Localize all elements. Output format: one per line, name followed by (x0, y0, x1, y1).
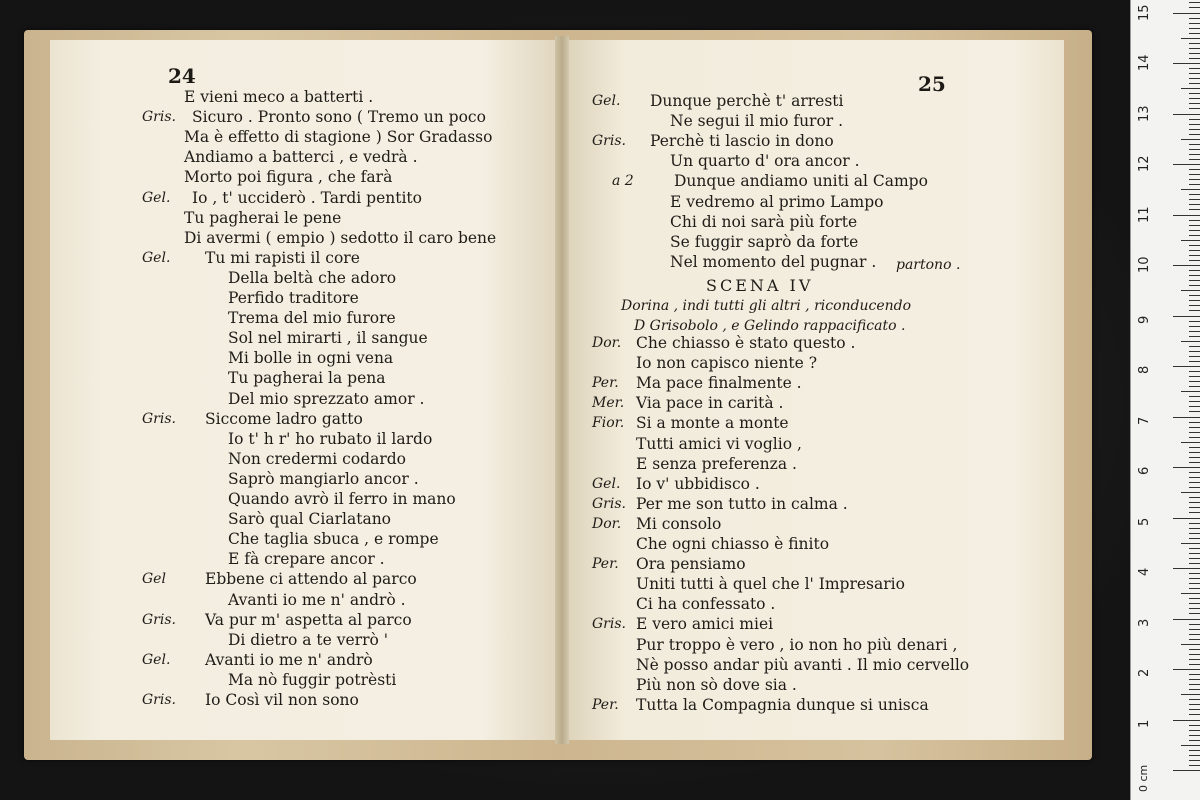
ruler-tick (1189, 381, 1200, 382)
ruler-tick (1189, 634, 1200, 635)
ruler-tick (1189, 371, 1200, 372)
ruler-number: 11 (1137, 205, 1152, 223)
ruler-tick (1189, 624, 1200, 625)
ruler-tick (1181, 694, 1200, 695)
ruler-tick (1189, 714, 1200, 715)
ruler-number: 14 (1137, 54, 1152, 71)
speaker-label: Dor. (592, 335, 622, 351)
speaker-label: Fior. (592, 415, 625, 432)
ruler-tick (1189, 159, 1200, 160)
text-line: Di dietro a te verrò ' (228, 630, 389, 649)
text-line: Via pace in carità . (636, 394, 784, 413)
ruler-tick (1189, 108, 1200, 109)
text-line: Sol nel mirarti , il sangue (228, 329, 428, 348)
ruler-tick (1189, 124, 1200, 125)
ruler-tick (1189, 199, 1200, 200)
ruler-tick (1189, 260, 1200, 261)
text-line: Io non capisco niente ? (636, 354, 818, 373)
ruler-tick (1189, 523, 1200, 524)
ruler-tick (1189, 452, 1200, 453)
ruler-tick (1189, 53, 1200, 54)
text-line: E vero amici miei (636, 615, 774, 634)
text-line: Siccome ladro gatto (205, 409, 363, 428)
speaker-label: Per. (592, 556, 619, 573)
text-line: Chi di noi sarà più forte (670, 212, 858, 231)
text-line: Uniti tutti à quel che l' Impresario (636, 575, 905, 594)
speaker-label: Gris. (142, 611, 176, 628)
ruler-tick (1189, 134, 1200, 135)
ruler-tick (1189, 598, 1200, 599)
ruler-tick (1173, 417, 1200, 418)
text-line: Ora pensiamo (636, 555, 746, 574)
ruler-tick (1189, 2, 1200, 3)
text-line: Tutta la Compagnia dunque si unisca (636, 695, 929, 714)
ruler-tick (1189, 194, 1200, 195)
ruler-tick (1189, 735, 1200, 736)
ruler-tick (1189, 482, 1200, 483)
text-line: Tu mi rapisti il core (205, 248, 360, 267)
ruler-tick (1173, 619, 1200, 620)
text-line: Tu pagherai le pene (184, 208, 342, 227)
ruler-tick (1181, 391, 1200, 392)
ruler-tick (1181, 240, 1200, 241)
ruler-tick (1181, 88, 1200, 89)
text-line: Ci ha confessato . (636, 595, 776, 614)
ruler-tick (1189, 48, 1200, 49)
ruler-tick (1189, 760, 1200, 761)
ruler-tick (1181, 290, 1200, 291)
text-line: Io , t' ucciderò . Tardi pentito (192, 188, 422, 207)
ruler-number: 4 (1137, 567, 1152, 576)
ruler-tick (1189, 119, 1200, 120)
speaker-label: Per. (592, 696, 619, 713)
ruler-tick (1173, 164, 1200, 165)
ruler-tick (1189, 755, 1200, 756)
ruler-tick (1189, 502, 1200, 503)
text-line: Dunque perchè t' arresti (650, 92, 844, 110)
ruler-tick (1189, 629, 1200, 630)
ruler-tick (1189, 679, 1200, 680)
text-line: Saprò mangiarlo ancor . (228, 469, 419, 488)
ruler-tick (1189, 659, 1200, 660)
text-line: Se fuggir saprò da forte (670, 232, 859, 251)
text-line: Avanti io me n' andrò (205, 650, 373, 669)
right-page (566, 40, 1064, 740)
ruler-tick (1189, 58, 1200, 59)
ruler-tick (1173, 568, 1200, 569)
ruler-tick (1189, 18, 1200, 19)
speaker-label: Gris. (592, 616, 626, 633)
ruler-number: 3 (1137, 618, 1152, 627)
ruler-tick (1173, 770, 1200, 771)
ruler-number: 8 (1137, 365, 1152, 374)
text-line: Della beltà che adoro (228, 268, 397, 287)
ruler-tick (1189, 386, 1200, 387)
speaker-label: Gel. (592, 93, 621, 109)
ruler-tick (1189, 245, 1200, 246)
text-line: Nè posso andar più avanti . Il mio cervello (636, 655, 970, 674)
ruler-tick (1181, 644, 1200, 645)
speaker-label: a 2 (612, 173, 634, 190)
ruler-tick (1189, 583, 1200, 584)
speaker-label: Gel. (142, 651, 171, 668)
ruler-tick (1189, 462, 1200, 463)
text-line: Ma pace finalmente . (636, 374, 802, 393)
ruler-tick (1189, 73, 1200, 74)
ruler-tick (1189, 250, 1200, 251)
ruler-tick (1173, 13, 1200, 14)
text-line: Per me son tutto in calma . (636, 494, 848, 513)
text-line: Che chiasso è stato questo . (636, 334, 856, 352)
ruler-tick (1181, 38, 1200, 39)
ruler-tick (1189, 401, 1200, 402)
ruler-tick (1189, 295, 1200, 296)
ruler-tick (1189, 326, 1200, 327)
ruler-tick (1173, 366, 1200, 367)
text-line: Non credermi codardo (228, 449, 406, 468)
ruler-tick (1189, 603, 1200, 604)
text-line: Più non sò dove sia . (636, 675, 797, 694)
ruler-tick (1189, 396, 1200, 397)
text-line: Io t' h r' ho rubato il lardo (228, 429, 433, 448)
ruler-tick (1189, 447, 1200, 448)
ruler-tick (1189, 83, 1200, 84)
ruler-tick (1189, 730, 1200, 731)
ruler-tick (1189, 204, 1200, 205)
ruler-tick (1189, 654, 1200, 655)
text-line: Perchè ti lascio in dono (650, 132, 834, 151)
ruler-tick (1181, 341, 1200, 342)
ruler-tick (1189, 255, 1200, 256)
ruler-tick (1189, 507, 1200, 508)
ruler-tick (1189, 305, 1200, 306)
stage-direction: D Grisobolo , e Gelindo rappacificato . (634, 318, 906, 334)
ruler-tick (1189, 533, 1200, 534)
ruler-number: 15 (1137, 3, 1152, 21)
ruler-tick (1181, 139, 1200, 140)
ruler-tick (1189, 78, 1200, 79)
exit-direction: partono . (896, 257, 961, 273)
ruler-tick (1189, 684, 1200, 685)
ruler-tick (1189, 184, 1200, 185)
ruler-tick (1181, 492, 1200, 493)
ruler-number: 6 (1137, 466, 1152, 475)
ruler-tick (1189, 179, 1200, 180)
ruler-tick (1189, 300, 1200, 301)
ruler-tick (1189, 356, 1200, 357)
ruler-tick (1189, 528, 1200, 529)
ruler-tick (1189, 472, 1200, 473)
text-line: Dunque andiamo uniti al Campo (674, 172, 928, 191)
ruler-number: 9 (1137, 315, 1152, 324)
ruler-tick (1189, 336, 1200, 337)
ruler-number: 13 (1137, 104, 1152, 122)
ruler-tick (1181, 745, 1200, 746)
ruler-tick (1173, 669, 1200, 670)
ruler-tick (1173, 316, 1200, 317)
text-line: Tutti amici vi voglio , (636, 434, 802, 453)
ruler-tick (1181, 543, 1200, 544)
ruler-tick (1189, 538, 1200, 539)
ruler-tick (1189, 437, 1200, 438)
text-line: Io v' ubbidisco . (636, 474, 760, 493)
text-line: Che ogni chiasso è finito (636, 535, 830, 553)
ruler-tick (1189, 674, 1200, 675)
ruler-tick (1189, 149, 1200, 150)
ruler-tick (1189, 699, 1200, 700)
ruler-tick (1189, 432, 1200, 433)
ruler-tick (1189, 225, 1200, 226)
text-line: Sicuro . Pronto sono ( Tremo un poco (192, 108, 486, 127)
ruler-tick (1189, 98, 1200, 99)
text-line: Un quarto d' ora ancor . (670, 152, 860, 171)
ruler-tick (1173, 114, 1200, 115)
ruler-tick (1189, 406, 1200, 407)
ruler-number: 2 (1137, 668, 1152, 677)
speaker-label: Dor. (592, 515, 622, 532)
ruler-tick (1189, 129, 1200, 130)
ruler-tick (1189, 346, 1200, 347)
text-line: Morto poi figura , che farà (184, 168, 393, 187)
text-line: Quando avrò il ferro in mano (228, 490, 456, 508)
text-line: Tu pagherai la pena (228, 369, 386, 388)
book-gutter (555, 36, 569, 744)
ruler-tick (1189, 68, 1200, 69)
ruler-tick (1189, 765, 1200, 766)
speaker-label: Mer. (592, 395, 625, 412)
ruler-tick (1189, 310, 1200, 311)
ruler-tick (1173, 467, 1200, 468)
text-line: E senza preferenza . (636, 454, 797, 473)
ruler-unit-label: 0 cm (1137, 764, 1150, 792)
text-line: Di avermi ( empio ) sedotto il caro bene (184, 228, 497, 247)
ruler-tick (1189, 497, 1200, 498)
page-number: 24 (168, 64, 196, 88)
ruler-tick (1189, 33, 1200, 34)
ruler-tick (1181, 593, 1200, 594)
text-line: Mi consolo (636, 514, 722, 533)
text-line: Perfido traditore (228, 289, 359, 307)
ruler-tick (1189, 704, 1200, 705)
text-line: Ebbene ci attendo al parco (205, 570, 417, 589)
ruler-tick (1189, 608, 1200, 609)
text-line: E vedremo al primo Lampo (670, 192, 884, 211)
speaker-label: Gel. (592, 475, 621, 492)
text-line: Del mio sprezzato amor . (228, 389, 425, 408)
page-number: 25 (918, 72, 946, 96)
ruler-tick (1189, 725, 1200, 726)
text-line: Ma è effetto di stagione ) Sor Gradasso (184, 128, 493, 147)
ruler-tick (1189, 558, 1200, 559)
ruler-tick (1189, 43, 1200, 44)
ruler-number: 10 (1137, 256, 1152, 273)
speaker-label: Gris. (592, 133, 626, 150)
text-line: Ma nò fuggir potrèsti (228, 670, 397, 689)
ruler-tick (1189, 361, 1200, 362)
ruler-number: 5 (1137, 517, 1152, 526)
ruler-tick (1173, 63, 1200, 64)
text-line: Ne segui il mio furor . (670, 112, 844, 131)
ruler-tick (1189, 93, 1200, 94)
ruler-tick (1189, 477, 1200, 478)
ruler-tick (1189, 573, 1200, 574)
ruler-number: 7 (1137, 416, 1152, 425)
ruler-tick (1189, 220, 1200, 221)
ruler-tick (1189, 285, 1200, 286)
text-line: Io Così vil non sono (205, 691, 359, 709)
ruler-tick (1189, 649, 1200, 650)
left-page (50, 40, 558, 740)
text-line: Sarò qual Ciarlatano (228, 510, 392, 529)
ruler-tick (1189, 548, 1200, 549)
ruler-tick (1189, 487, 1200, 488)
speaker-label: Gris. (592, 495, 626, 512)
ruler-tick (1189, 563, 1200, 564)
ruler-tick (1189, 588, 1200, 589)
ruler-tick (1189, 578, 1200, 579)
speaker-label: Gel. (142, 189, 171, 206)
ruler-tick (1189, 613, 1200, 614)
ruler-tick (1189, 553, 1200, 554)
ruler-tick (1189, 103, 1200, 104)
ruler-tick (1189, 709, 1200, 710)
ruler-tick (1189, 275, 1200, 276)
text-line: Va pur m' aspetta al parco (205, 610, 412, 629)
ruler-tick (1189, 331, 1200, 332)
text-line: Andiamo a batterci , e vedrà . (184, 148, 418, 167)
ruler-tick (1189, 169, 1200, 170)
ruler-tick (1173, 215, 1200, 216)
ruler-tick (1189, 28, 1200, 29)
ruler-tick (1189, 422, 1200, 423)
text-line: E fà crepare ancor . (228, 550, 385, 569)
ruler-tick (1173, 518, 1200, 519)
ruler-tick (1189, 7, 1200, 8)
stage-direction: Dorina , indi tutti gli altri , riconducendo (621, 298, 912, 314)
ruler-tick (1189, 689, 1200, 690)
text-line: Pur troppo è vero , io non ho più denari , (636, 635, 958, 654)
ruler-tick (1189, 144, 1200, 145)
ruler-tick (1173, 720, 1200, 721)
text-line: Che taglia sbuca , e rompe (228, 530, 439, 549)
ruler-number: 12 (1137, 155, 1152, 172)
speaker-label: Gel. (142, 249, 171, 266)
ruler-number: 1 (1137, 719, 1152, 728)
text-line: Avanti io me n' andrò . (228, 590, 406, 609)
text-line: Nel momento del pugnar . (670, 252, 877, 271)
ruler-tick (1189, 411, 1200, 412)
measuring-ruler (1130, 0, 1200, 800)
speaker-label: Gris. (142, 692, 176, 708)
ruler-tick (1189, 639, 1200, 640)
speaker-label: Gel (142, 571, 166, 588)
ruler-tick (1189, 427, 1200, 428)
ruler-tick (1173, 265, 1200, 266)
ruler-tick (1189, 457, 1200, 458)
ruler-tick (1189, 209, 1200, 210)
ruler-tick (1181, 442, 1200, 443)
text-line: E vieni meco a batterti . (184, 88, 374, 106)
speaker-label: Gris. (142, 410, 176, 427)
ruler-tick (1189, 235, 1200, 236)
ruler-tick (1189, 280, 1200, 281)
ruler-tick (1189, 351, 1200, 352)
text-line: Trema del mio furore (228, 309, 396, 328)
ruler-tick (1189, 270, 1200, 271)
ruler-tick (1181, 189, 1200, 190)
ruler-tick (1189, 174, 1200, 175)
speaker-label: Per. (592, 375, 619, 392)
ruler-tick (1189, 376, 1200, 377)
ruler-tick (1189, 664, 1200, 665)
ruler-tick (1189, 750, 1200, 751)
ruler-tick (1189, 321, 1200, 322)
ruler-tick (1189, 230, 1200, 231)
text-line: Si a monte a monte (636, 414, 789, 433)
ruler-tick (1189, 23, 1200, 24)
scene-heading: SCENA IV (706, 276, 814, 295)
text-line: Mi bolle in ogni vena (228, 349, 394, 368)
speaker-label: Gris. (142, 109, 176, 126)
ruler-tick (1189, 740, 1200, 741)
ruler-tick (1189, 512, 1200, 513)
ruler-tick (1189, 154, 1200, 155)
